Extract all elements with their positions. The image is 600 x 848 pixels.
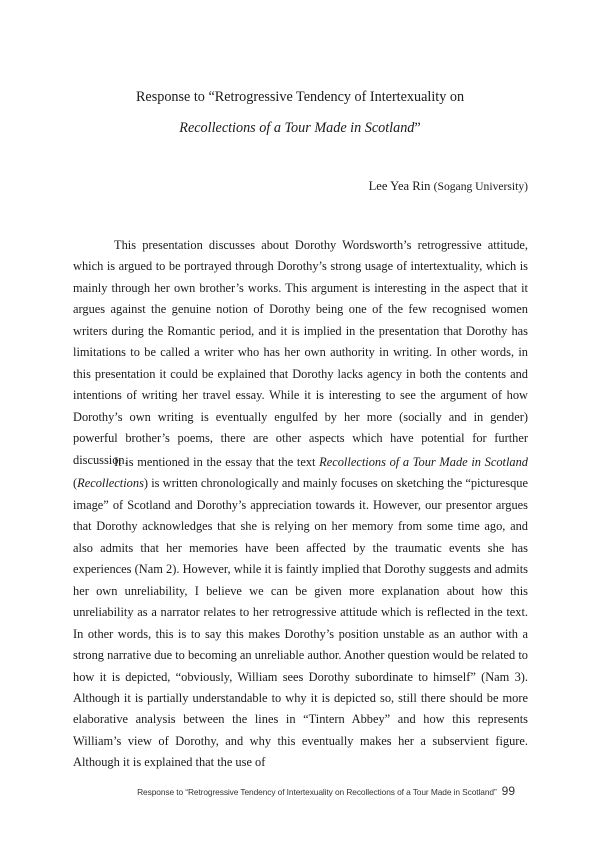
author-affiliation: (Sogang University) (433, 180, 528, 193)
p2-text-c: ) is written chronologically and mainly focuses on sketching the “picturesque image” of Scotland and Dorothy’s appreciation towards it. However, our presentor argues that Dorothy acknowledges that she is relying on her memory from some time ago, and also admits that her memories have been affected by the traumatic events she has experiences (Nam 2). However, while it is faintly implied that Dorothy suggests and admits her own unreliability, I believe we can be given more explanation about how this unreliability as a narrator relates to her retrogressive attitude which is reflected in the text. In other words, this is to say this makes Dorothy’s position unstable as an author with a strong narrative due to becoming an unreliable author. Another question would be related to how it is depicted, “obviously, William sees Dorothy subordinate to himself” (Nam 3). Although it is partially understandable to why it is depicted so, still there should be more elaborative analysis between the lines in “Tintern Abbey” and how this represents William’s view of Dorothy, and why this eventually makes her a subservient figure. Although it is explained that the use of (73, 476, 528, 770)
body-paragraph-2 (73, 452, 528, 774)
page-number: 99 (501, 784, 515, 798)
p2-text-b: ( (73, 476, 78, 491)
author-name: Lee Yea Rin (368, 179, 431, 193)
running-title: Response to “Retrogressive Tendency of Intertexuality on Recollections of a Tour Made in Scotland” (137, 787, 497, 797)
page-footer (137, 782, 515, 800)
author-line (369, 178, 528, 195)
title-line-1: Response to “Retrogressive Tendency of Intertexuality on (135, 89, 465, 105)
p2-italic-title: Recollections of a Tour Made in Scotland (319, 455, 528, 469)
title-closing-quote: ” (414, 120, 421, 136)
body-paragraph-1: This presentation discusses about Dorothy Wordsworth’s retrogressive attitude, which is argued to be portrayed through Dorothy’s strong usage of intertextuality, which is mainly through her own brother’s works. This argument is interesting in the aspect that it argues against the genuine notion of Dorothy being one of the few recognised women writers during the Romantic period, and it is implied in the presentation that Dorothy has limitations to be called a writer who has her own authority in writing. In other words, in this presentation it could be explained that Dorothy lacks agency in both the contents and intentions of writing her travel essay. While it is interesting to see the argument of how Dorothy’s own writing is eventually engulfed by her more (socially and in gender) powerful brother’s poems, there are other aspects which have potential for further discussion. (73, 238, 528, 467)
title-italic-work: Recollections of a Tour Made in Scotland (179, 120, 415, 136)
p2-italic-short-title: Recollections (77, 476, 144, 491)
title-line-2 (0, 119, 600, 137)
p2-text-a: It is mentioned in the essay that the text (114, 455, 320, 469)
